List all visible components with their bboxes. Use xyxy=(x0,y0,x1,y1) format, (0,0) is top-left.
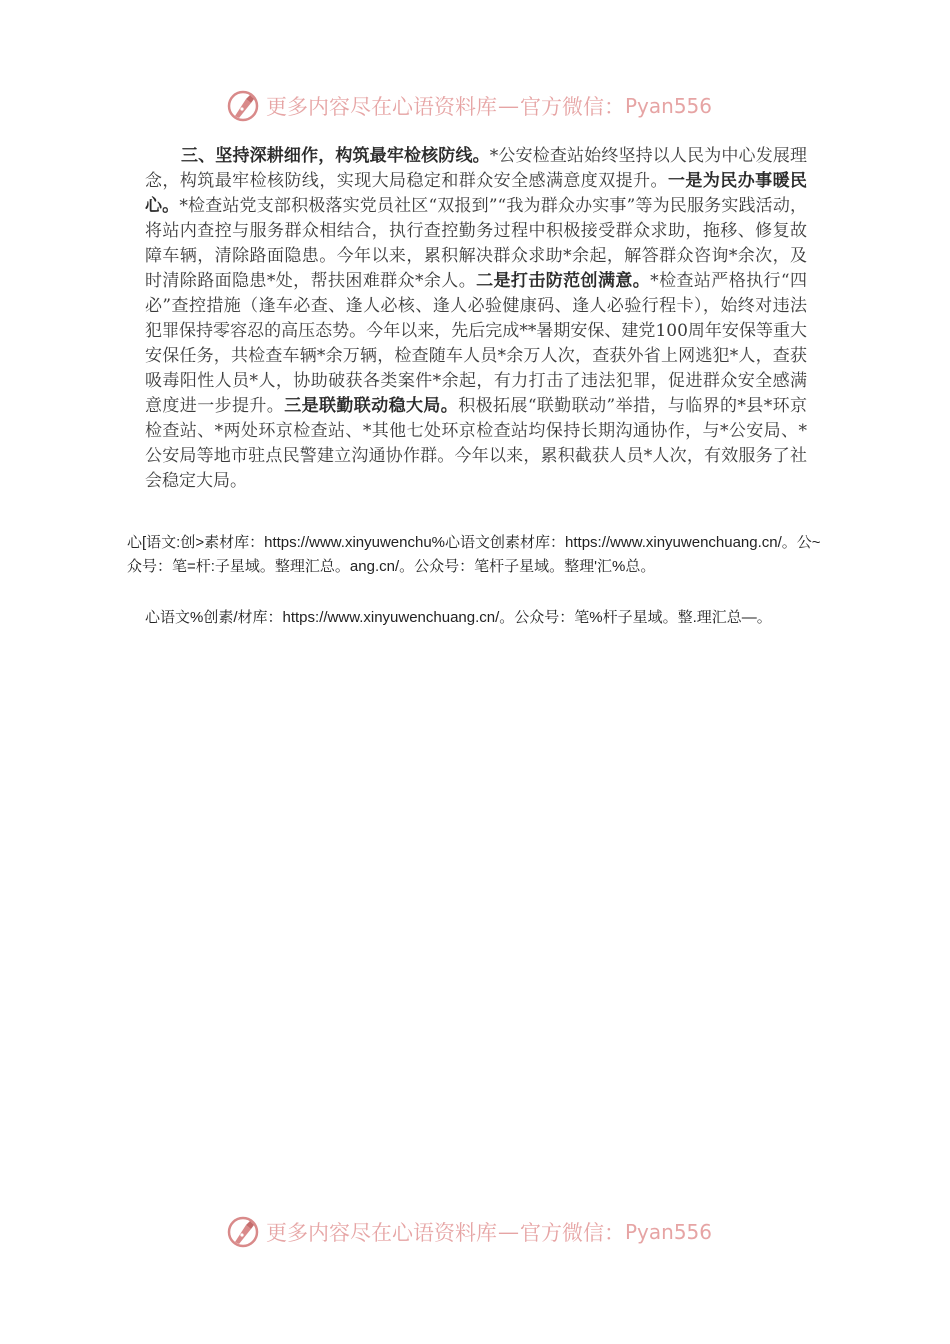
banner-wechat-id: Pyan556 xyxy=(625,1220,713,1244)
footer-watermark-banner xyxy=(226,1210,712,1254)
banner-dash: — xyxy=(498,94,519,118)
section-intro-text: *公安检查站始终坚持以人民为中心发展理念，构筑最牢检核防线，实现大局稳定和群众安全感满意度双提升。 xyxy=(145,146,807,191)
pen-nib-circle-logo-icon xyxy=(226,89,260,123)
subheading-three-text: 积极拓展“联勤联动”举措，与临界的*县*环京检查站、*两处环京检查站、*其他七处环京检查站均保持长期沟通协作，与*公安局、*公安局等地市驻点民警建立沟通协作群。今年以来，累积截获人员*人次，有效服务了社会稳定大局。 xyxy=(145,396,808,491)
subheading-three: 三是联勤联动稳大局。 xyxy=(284,396,459,416)
banner-wechat-label: 官方微信： xyxy=(520,95,625,119)
banner-title: 更多内容尽在心语资料库 xyxy=(266,95,497,119)
subheading-two: 二是打击防范创满意。 xyxy=(476,271,651,291)
subheading-one: 一是为民办事暖民心。 xyxy=(145,171,808,216)
banner-wechat-label: 官方微信： xyxy=(520,1221,625,1245)
banner-title: 更多内容尽在心语资料库 xyxy=(266,1221,497,1245)
source-footnote-two: 心语文%创素/材库：https://www.xinyuwenchuang.cn/。公众号：笔%杆子星域。整.理汇总—。 xyxy=(145,609,772,626)
source-footnote-one: 心[语文:创>素材库：https://www.xinyuwenchu%心语文创素材库：https://www.xinyuwenchuang.cn/。公~众号：笔=杆:子星域。整理汇总。ang.cn/。公众号：笔杆子星域。整理'汇%总。 xyxy=(127,534,821,575)
subheading-one-text: *检查站党支部积极落实党员社区“双报到”“我为群众办实事”等为民服务实践活动，将站内查控与服务群众相结合，执行查控勤务过程中积极接受群众求助，拖移、修复故障车辆，清除路面隐患。今年以来，累积解决群众求助*余起，解答群众咨询*余次，及时清除路面隐患*处，帮扶困难群众*余人。 xyxy=(145,196,808,291)
banner-dash: — xyxy=(498,1220,519,1244)
main-paragraph xyxy=(145,144,807,494)
subheading-two-text: *检查站严格执行“四必”查控措施（逢车必查、逢人必核、逢人必验健康码、逢人必验行程卡），始终对违法犯罪保持零容忍的高压态势。今年以来，先后完成**暑期安保、建党100周年安保等重大安保任务，共检查车辆*余万辆，检查随车人员*余万人次，查获外省上网逃犯*人，查获吸毒阳性人员*人，协助破获各类案件*余起，有力打击了违法犯罪，促进群众安全感满意度进一步提升。 xyxy=(145,271,808,416)
header-watermark-banner xyxy=(226,84,712,128)
pen-nib-circle-logo-icon xyxy=(226,1215,260,1249)
section-heading: 三、坚持深耕细作，构筑最牢检核防线。 xyxy=(181,146,490,166)
banner-wechat-id: Pyan556 xyxy=(625,94,713,118)
